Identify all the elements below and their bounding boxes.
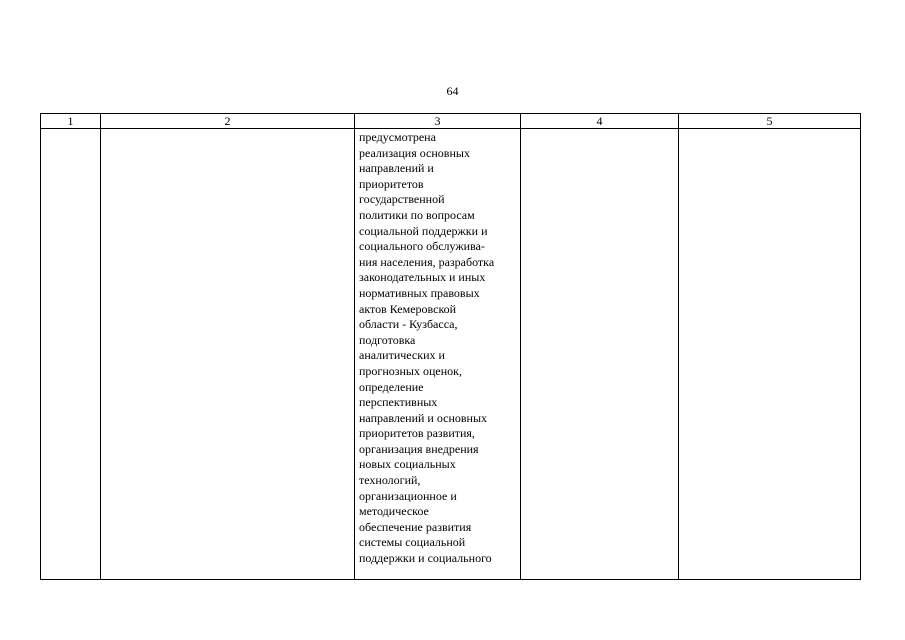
cell-text-line: предусмотрена (359, 130, 436, 144)
cell-text-line: прогнозных оценок, (359, 363, 462, 378)
table-cell-col1 (41, 129, 101, 580)
cell-text-line: законодательных и иных (359, 270, 486, 285)
cell-text-line: государственной (359, 192, 445, 207)
column-header-3: 3 (355, 114, 521, 129)
cell-text-line: организация внедрения (359, 441, 479, 456)
cell-text-line: реализация основных (359, 145, 470, 160)
document-table (40, 113, 861, 580)
cell-text-line: социального обслужива- (359, 239, 485, 254)
cell-text-block (355, 129, 520, 567)
cell-text-line: технологий, (359, 473, 421, 488)
cell-text-line: ния населения, разработка (359, 254, 495, 269)
cell-text-line: социальной поддержки и (359, 223, 488, 238)
cell-text-line: актов Кемеровской (359, 301, 457, 316)
cell-text-line: приоритетов развития, (359, 426, 475, 441)
cell-text-line: перспективных (359, 395, 438, 410)
cell-text-line: поддержки и социального (359, 551, 492, 566)
cell-text-line: системы социальной (359, 535, 466, 550)
cell-text-line: аналитических и (359, 348, 445, 363)
column-header-5: 5 (679, 114, 861, 129)
cell-text-line: новых социальных (359, 457, 456, 472)
cell-text-line: области - Кузбасса, (359, 317, 458, 332)
table-cell-col3 (355, 129, 521, 580)
table-header-row (41, 114, 861, 129)
cell-text-line: методическое (359, 504, 429, 519)
table-cell-col4 (521, 129, 679, 580)
column-header-4: 4 (521, 114, 679, 129)
cell-text-line: подготовка (359, 332, 416, 347)
cell-text-line: определение (359, 379, 424, 394)
table-cell-col2 (101, 129, 355, 580)
cell-text-line: направлений и основных (359, 410, 488, 425)
table-cell-col5 (679, 129, 861, 580)
cell-text-line: приоритетов (359, 176, 424, 191)
table-row (41, 129, 861, 580)
page-number: 64 (446, 84, 459, 98)
cell-text-line: направлений и (359, 161, 434, 176)
cell-text-line: политики по вопросам (359, 207, 475, 222)
cell-text-line: организационное и (359, 488, 457, 503)
column-header-1: 1 (41, 114, 101, 129)
column-header-2: 2 (101, 114, 355, 129)
cell-text-line: обеспечение развития (359, 519, 472, 534)
cell-text-line: нормативных правовых (359, 285, 480, 300)
